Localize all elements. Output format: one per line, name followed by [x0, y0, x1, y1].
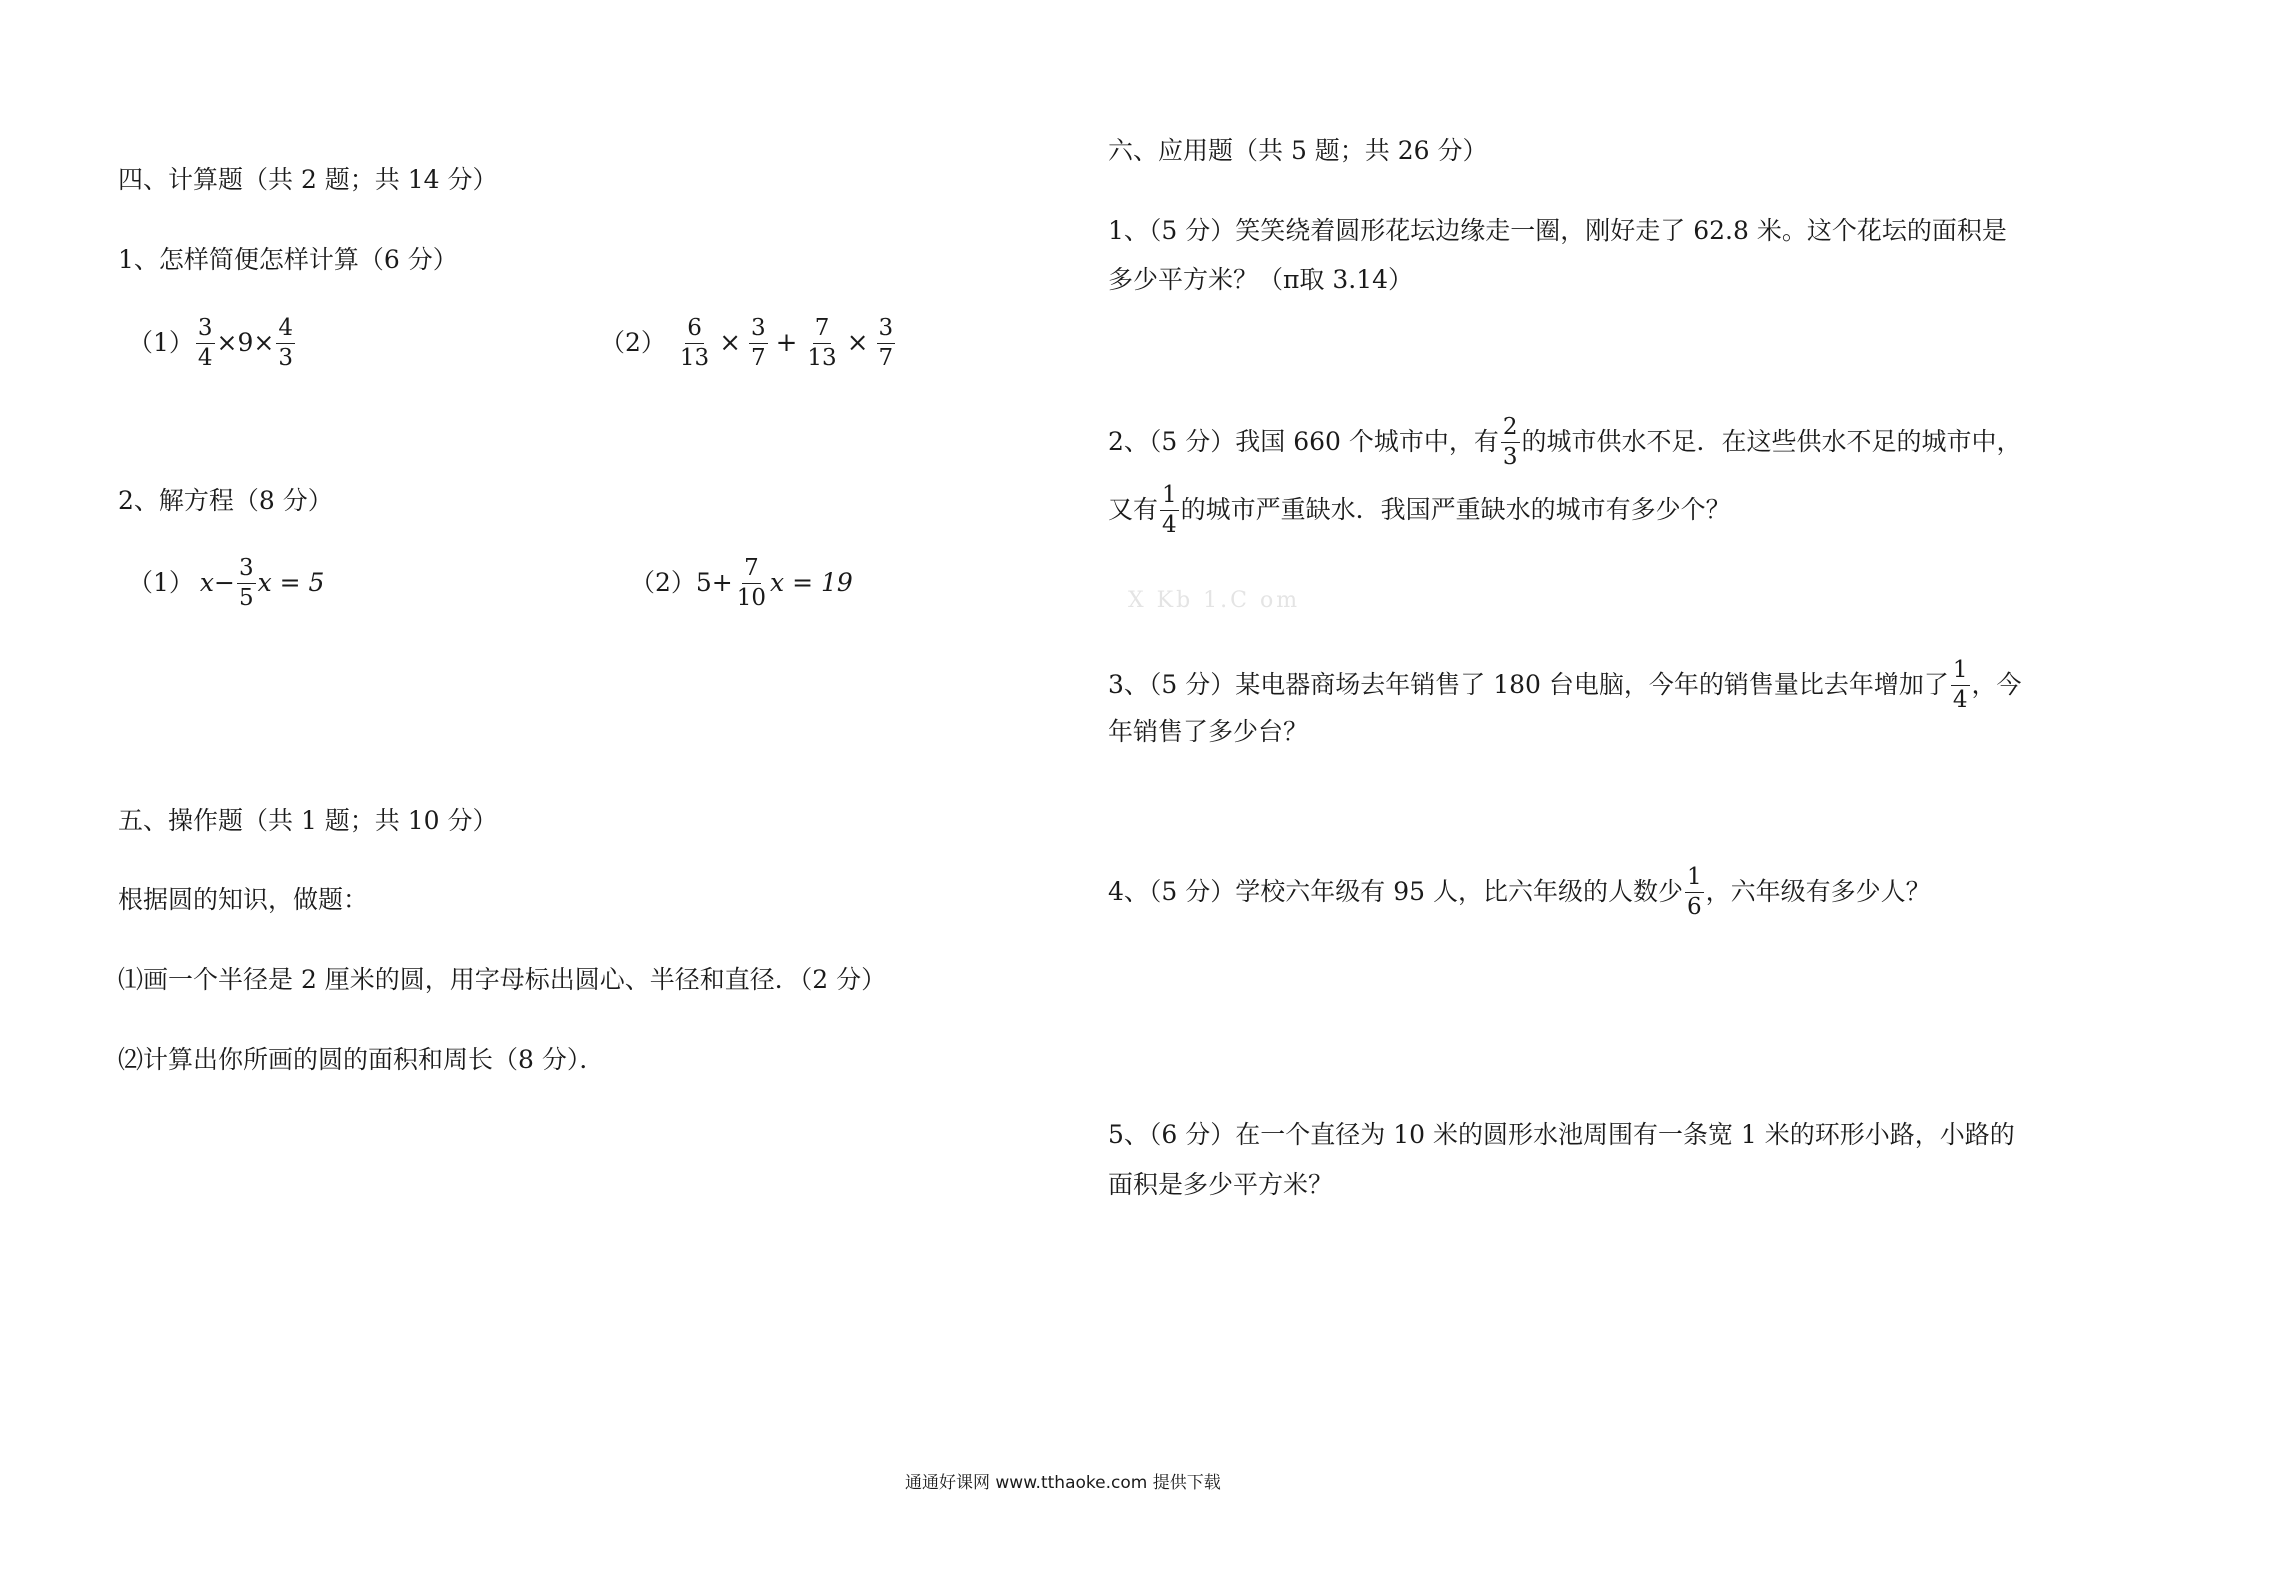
app-question-3-line-1: 3、（5 分）某电器商场去年销售了 180 台电脑，今年的销售量比去年增加了 $\frac{1}{4}$ ，今 [1108, 656, 2022, 713]
app-question-4: 4、（5 分）学校六年级有 95 人，比六年级的人数少 $\frac{1}{6}$ ，六年级有多少人？ [1108, 863, 1931, 920]
app-question-2-line-2: 又有 $\frac{1}{4}$ 的城市严重缺水．我国严重缺水的城市有多少个？ [1108, 481, 1731, 538]
section-4-title: 四、计算题（共 2 题；共 14 分） [118, 165, 498, 194]
fraction: $\frac{4}{3}$ [278, 314, 293, 371]
section-6-title: 六、应用题（共 5 题；共 26 分） [1108, 136, 1488, 165]
question-1-title: 1、怎样简便怎样计算（6 分） [118, 245, 458, 274]
app-question-1-line-2: 多少平方米？（π取 3.14） [1108, 265, 1414, 294]
app-question-3-line-2: 年销售了多少台？ [1108, 717, 1309, 746]
eq2-rest: x = 19 [770, 568, 853, 597]
fraction: $\frac{3}{7}$ [750, 314, 766, 371]
fraction: $\frac{7}{13}$ [807, 314, 837, 371]
eq2-label: （2） [630, 568, 696, 597]
app-question-5-line-2: 面积是多少平方米？ [1108, 1170, 1334, 1199]
fraction: $\frac{1}{4}$ [1162, 481, 1177, 538]
times-operator: × [719, 328, 741, 358]
equation-2 [630, 548, 853, 618]
fraction: $\frac{1}{4}$ [1952, 656, 1968, 713]
fraction: $\frac{3}{7}$ [878, 314, 894, 371]
app-question-2-line-1: 2、（5 分）我国 660 个城市中，有 $\frac{2}{3}$ 的城市供水不足．在这些供水不足的城市中， [1108, 413, 2022, 470]
expression-1 [128, 308, 297, 378]
fraction: $\frac{6}{13}$ [679, 314, 710, 371]
equation-1 [128, 548, 324, 618]
faint-watermark-text: X Kb 1.C om [1128, 588, 1301, 613]
fraction: $\frac{2}{3}$ [1502, 413, 1518, 470]
expr1-label: （1） [128, 328, 194, 357]
question-2-title: 2、解方程（8 分） [118, 486, 333, 515]
times-operator: × [846, 328, 869, 358]
section-5-task-1: ⑴画一个半径是 2 厘米的圆，用字母标出圆心、半径和直径．（2 分） [118, 965, 887, 994]
minus-operator: − [214, 568, 235, 597]
variable-x: x [199, 568, 215, 597]
fraction: $\frac{3}{4}$ [197, 314, 213, 371]
eq1-rest: x = 5 [257, 568, 325, 597]
app-question-1-line-1: 1、（5 分）笑笑绕着圆形花坛边缘走一圈，刚好走了 62.8 米。这个花坛的面积是 [1108, 216, 2007, 245]
fraction: $\frac{7}{10}$ [736, 554, 767, 611]
section-5-intro: 根据圆的知识，做题： [118, 885, 369, 914]
plus-operator: + [775, 328, 798, 358]
eq2-prefix: 5+ [695, 568, 733, 597]
expr2-label: （2） [600, 328, 666, 357]
fraction: $\frac{3}{5}$ [238, 554, 254, 611]
times-nine: ×9× [216, 328, 275, 357]
page-footer: 通通好课网 www.tthaoke.com 提供下载 [905, 1473, 1221, 1493]
expression-2 [600, 308, 897, 378]
app-question-5-line-1: 5、（6 分）在一个直径为 10 米的圆形水池周围有一条宽 1 米的环形小路，小路的 [1108, 1120, 2015, 1149]
fraction: $\frac{1}{6}$ [1686, 863, 1702, 920]
section-5-task-2: ⑵计算出你所画的圆的面积和周长（8 分）． [118, 1045, 605, 1074]
section-5-title: 五、操作题（共 1 题；共 10 分） [118, 806, 498, 835]
eq1-label: （1） [128, 568, 194, 597]
